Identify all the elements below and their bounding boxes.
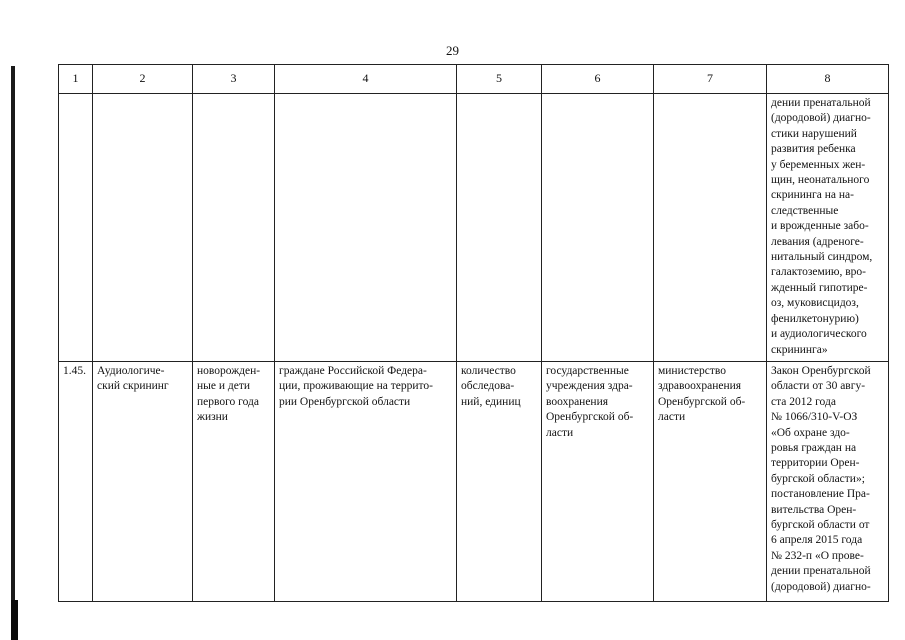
cell-text-line: оз, муковисцидоз, [771,297,859,310]
cell-text-line: территории Орен- [771,457,860,470]
empty-cell [275,94,457,362]
header-cell: 6 [542,65,654,94]
empty-cell [654,94,767,362]
header-cell: 2 [93,65,193,94]
cell-text-line: воохранения [546,395,609,408]
cell-text-line: вительства Орен- [771,503,857,516]
page-number: 29 [446,43,459,58]
header-cell: 4 [275,65,457,94]
header-cell: 7 [654,65,767,94]
legal-basis-continuation-cell [767,94,889,362]
cell-text-line: № 232-п «О прове- [771,549,864,562]
cell-text-line: количество [461,365,516,377]
empty-cell [457,94,542,362]
cell-text-line: дении пренатальной [771,97,871,109]
cell-text-line: скрининга» [771,343,828,356]
table-row-1-45 [59,362,889,602]
cell-text-line: развития ребенка [771,143,856,156]
cell-text-line: и врожденные забо- [771,220,869,233]
cell-text-line: нитальный синдром, [771,251,873,264]
scan-left-edge [11,66,15,640]
cell-text-line: № 1066/310-V-ОЗ [771,411,858,424]
responsible-body-cell [654,362,767,602]
cell-text-line: первого года [197,395,259,408]
cell-text-line: ласти [546,426,574,439]
cell-text-line: обследова- [461,380,515,393]
cell-text-line: Оренбургской об- [658,395,746,408]
cell-text-line: 6 апреля 2015 года [771,534,863,547]
cell-text-line: ции, проживающие на террито- [279,380,434,393]
empty-cell [193,94,275,362]
empty-cell [93,94,193,362]
table-header-row [59,65,889,94]
cell-text-line: «Об охране здо- [771,426,850,439]
cell-text-line: бургской области»; [771,472,865,485]
table-row-continuation [59,94,889,362]
cell-text-line: ний, единиц [461,395,521,408]
cell-text-line: ные и дети [197,380,251,393]
cell-text-line: левания (адреноге- [771,235,864,248]
scan-left-edge-dark [11,600,18,640]
cell-text-line: постановление Пра- [771,488,870,501]
cell-text-line: ровья граждан на [771,442,857,455]
item-number-cell [59,362,93,602]
cell-text-line: министерство [658,365,726,377]
cell-text-line: (дородовой) диагно- [771,580,871,593]
cell-text-line: жденный гипотире- [771,281,868,294]
cell-text-line: жизни [197,411,228,424]
cell-text-line: здравоохранения [658,380,742,393]
document-table [58,64,889,602]
cell-text-line: и аудиологического [771,328,867,341]
provider-cell [542,362,654,602]
cell-text-line: Закон Оренбургской [771,365,871,377]
measure-name-cell [93,362,193,602]
cell-text-line: учреждения здра- [546,380,633,393]
cell-text-line: галактоземию, вро- [771,266,867,279]
cell-text-line: щин, неонатального [771,174,870,187]
cell-text-line: рии Оренбургской области [279,395,411,408]
cell-text-line: ста 2012 года [771,395,836,408]
header-cell: 5 [457,65,542,94]
cell-text-line: фенилкетонурию) [771,312,859,325]
header-cell: 8 [767,65,889,94]
empty-cell [542,94,654,362]
cell-text-line: следственные [771,204,839,217]
cell-text-line: (дородовой) диагно- [771,112,871,125]
legal-basis-cell [767,362,889,602]
cell-text-line: бургской области от [771,519,870,532]
cell-text-line: стики нарушений [771,127,857,140]
cell-text-line: граждане Российской Федера- [279,365,427,377]
cell-text-line: новорожден- [197,365,261,377]
empty-cell [59,94,93,362]
cell-text-line: 1.45. [63,365,86,377]
cell-text-line: области от 30 авгу- [771,380,866,393]
cell-text-line: ский скрининг [97,380,169,393]
cell-text-line: у беременных жен- [771,158,866,171]
recipients-cell [275,362,457,602]
header-cell: 1 [59,65,93,94]
cell-text-line: Оренбургской об- [546,411,634,424]
indicator-cell [457,362,542,602]
cell-text-line: дении пренатальной [771,565,871,578]
cell-text-line: государственные [546,365,629,377]
target-group-cell [193,362,275,602]
cell-text-line: ласти [658,411,686,424]
cell-text-line: Аудиологиче- [97,365,165,377]
cell-text-line: скрининга на на- [771,189,854,202]
header-cell: 3 [193,65,275,94]
